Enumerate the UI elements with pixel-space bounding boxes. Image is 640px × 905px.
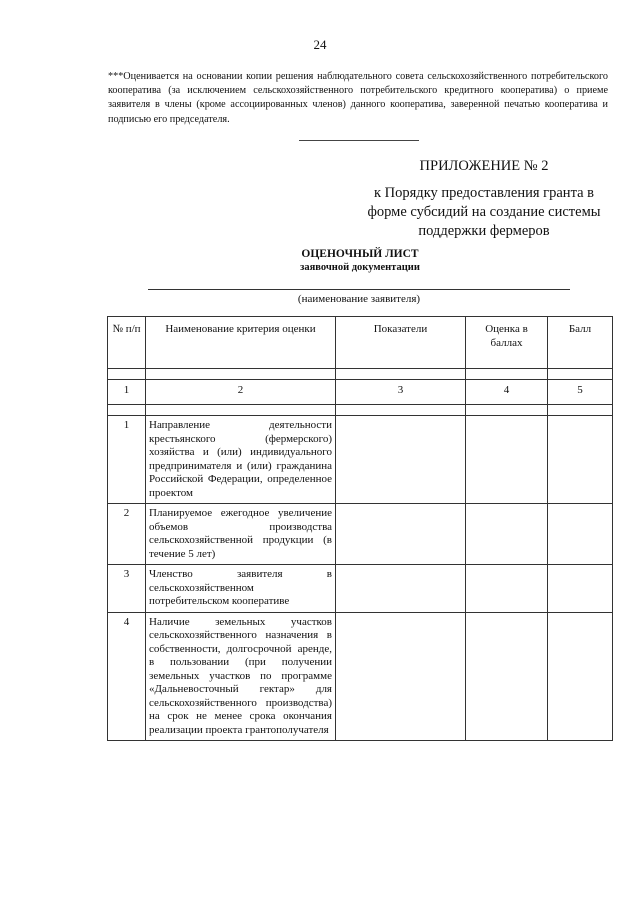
row-score — [466, 565, 548, 613]
row-points — [548, 504, 613, 565]
header-score: Оценка в баллах — [466, 317, 548, 369]
criteria-table — [107, 316, 613, 741]
column-number: 2 — [146, 380, 336, 405]
row-score — [466, 612, 548, 741]
row-number: 2 — [108, 504, 146, 565]
row-criterion: Членство заявителя в сельскохозяйственном потребительском кооперативе — [146, 565, 336, 613]
appendix-block — [360, 157, 608, 241]
row-points — [548, 565, 613, 613]
sheet-subtitle: заявочной документации — [300, 262, 420, 273]
row-score — [466, 504, 548, 565]
header-criterion: Наименование критерия оценки — [146, 317, 336, 369]
row-criterion: Направление деятельности крестьянского (фермерского) хозяйства и (или) индивидуального предпринимателя и (или) гражданина Российской Федерации, определенное проектом — [146, 416, 336, 504]
row-number: 4 — [108, 612, 146, 741]
sheet-title: ОЦЕНОЧНЫЙ ЛИСТ — [301, 248, 419, 260]
row-number: 1 — [108, 416, 146, 504]
column-number: 1 — [108, 380, 146, 405]
footnote-divider — [299, 140, 419, 141]
row-score — [466, 416, 548, 504]
row-indicators — [336, 504, 466, 565]
appendix-text: к Порядку предоставления гранта в форме субсидий на создание системы поддержки фермеров — [367, 185, 601, 239]
header-indicators: Показатели — [336, 317, 466, 369]
column-number-row — [108, 380, 613, 405]
column-number: 3 — [336, 380, 466, 405]
column-number: 5 — [548, 380, 613, 405]
appendix-title: ПРИЛОЖЕНИЕ № 2 — [419, 158, 549, 174]
applicant-name-caption: (наименование заявителя) — [297, 293, 421, 305]
row-criterion: Наличие земельных участков сельскохозяйственного назначения в собственности, долгосрочной аренде, в пользовании (при получении земельных участков по программе «Дальневосточный гектар» для сельскохозяйственного производства) на срок не менее срока окончания реализации проекта грантополучателя — [146, 612, 336, 741]
header-points: Балл — [548, 317, 613, 369]
table-row — [108, 565, 613, 613]
table-row — [108, 504, 613, 565]
page-number: 24 — [313, 37, 327, 52]
row-indicators — [336, 612, 466, 741]
table-row — [108, 612, 613, 741]
table-spacer — [108, 405, 613, 416]
column-number: 4 — [466, 380, 548, 405]
footnote: ***Оценивается на основании копии решения наблюдательного совета сельскохозяйственного потребительского кооператива (за исключением сельскохозяйственного потребительского кредитного кооператива) о приеме заявителя в члены (кроме ассоциированных членов) данного кооператива, заверенной печатью кооператива и подписью его председателя. — [108, 71, 608, 125]
row-points — [548, 416, 613, 504]
sheet-title-block — [90, 247, 630, 275]
table-header-row — [108, 317, 613, 369]
row-number: 3 — [108, 565, 146, 613]
row-indicators — [336, 416, 466, 504]
applicant-name-line — [148, 289, 570, 290]
table-spacer — [108, 369, 613, 380]
header-number: № п/п — [108, 317, 146, 369]
row-points — [548, 612, 613, 741]
table-row — [108, 416, 613, 504]
row-criterion: Планируемое ежегодное увеличение объемов производства сельскохозяйственной продукции (в течение 5 лет) — [146, 504, 336, 565]
row-indicators — [336, 565, 466, 613]
